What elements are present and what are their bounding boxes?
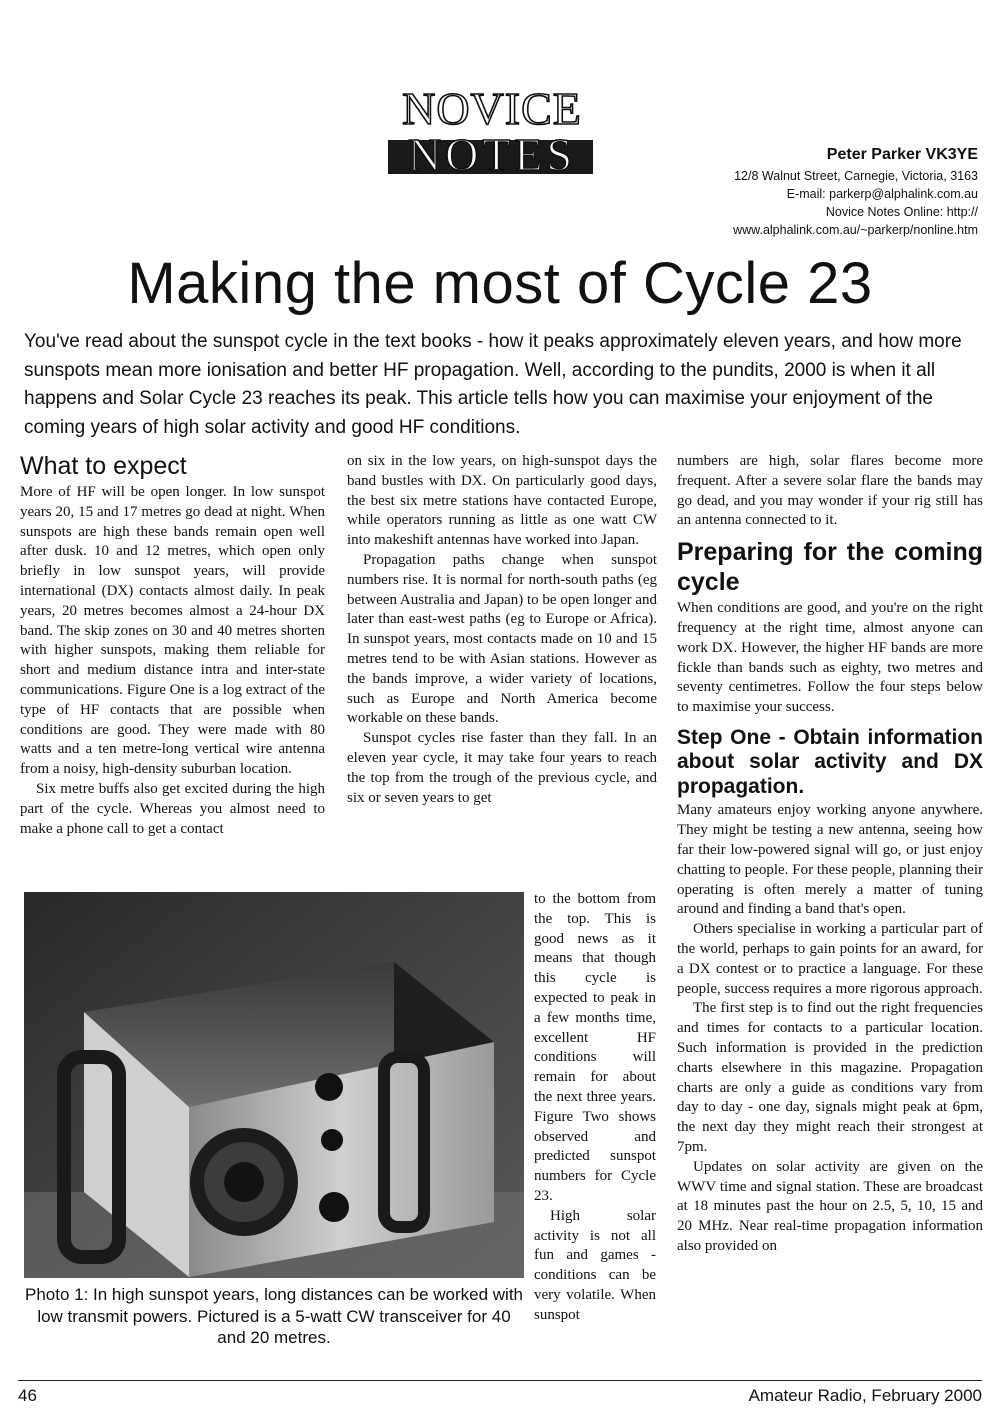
column-2-upper [347,452,657,808]
page-number: 46 [18,1386,37,1405]
publication-info: Amateur Radio, February 2000 [748,1386,982,1405]
col1-paragraph-2: Six metre buffs also get excited during the high part of the cycle. Whereas you almost need to make a phone call to get a contact [20,780,325,837]
col2-paragraph-3: Sunspot cycles rise faster than they fall. In an eleven year cycle, it may take four years to reach the top from the trough of the previous cycle, and six or seven years to get [347,730,657,806]
col2-paragraph-3-cont: to the bottom from the top. This is good news as it means that though this cycle is expected to peak in a few months time, excellent HF conditions will remain for about the next three years. Figure Two shows observed and predicted sunspot numbers for Cycle 23. [534,891,656,1204]
col2-paragraph-4: High solar activity is not all fun and games - conditions can be very volatile. When sunspot [534,1207,656,1323]
footer-rule [18,1380,982,1381]
author-block [733,146,978,239]
logo-line-2: NOTES [407,129,577,178]
author-email[interactable]: E-mail: parkerp@alphalink.com.au [786,187,978,201]
col3-paragraph-6: Updates on solar activity are given on the WWV time and signal station. These are broadcast at 18 minutes past the hour on 2.5, 5, 10, 15 and 20 MHz. Near real-time propagation information also provided on [677,1158,983,1254]
article-intro: You've read about the sunspot cycle in the text books - how it peaks approximately eleven years, and how more sunspots mean more ionisation and better HF propagation. Well, according to the pundits, 2000 is when it all happens and Solar Cycle 23 reaches its peak. This article tells how you can maximise your enjoyment of the coming years of high solar activity and good HF conditions. [24,331,962,438]
author-name: Peter Parker VK3YE [826,146,978,163]
author-address: 12/8 Walnut Street, Carnegie, Victoria, 3163 [734,169,978,183]
col3-paragraph-5: The first step is to find out the right frequencies and times for contacts to a particular location. Such information is provided in the prediction charts elsewhere in this magazine. Propagation charts are only a guide as conditions vary from day to day - one day, signals might peak at 6pm, the next day they might reach their strongest at 7pm. [677,1000,983,1156]
logo-line-1: NOVICE [402,83,582,134]
author-online-label: Novice Notes Online: http:// [825,205,978,219]
col2-paragraph-1: on six in the low years, on high-sunspot days the band bustles with DX. On particularly good days, the best six metre stations have contacted Europe, while operators running as little as one watt CW into makeshift antennas have worked into Japan. [347,453,657,549]
heading-what-to-expect: What to expect [20,452,187,480]
col1-paragraph-1: More of HF will be open longer. In low sunspot years 20, 15 and 17 metres go dead at night. When sunspots are high these bands remain open well after dusk. 10 and 12 metres, which open only briefly in low sunspot years, will provide international (DX) contacts almost daily. In peak years, 20 metres becomes almost a 24-hour DX band. The skip zones on 30 and 40 metres shorten with higher sunspots, making them reliable for short and medium distance intra and inter-state communications. Figure One is a log extract of the type of HF contacts that are possible when conditions are good. They were made with 80 watts and a ten metre-long vertical wire antenna from a noisy, high-density suburban location. [20,484,325,778]
col3-paragraph-1: numbers are high, solar flares become more frequent. After a severe solar flare the bands may go dead, and you may wonder if your rig still has an antenna connected to it. [677,453,983,529]
column-3 [677,452,983,1257]
article-title: Making the most of Cycle 23 [127,251,873,316]
col3-paragraph-4: Others specialise in working a particular part of the world, perhaps to gain points for an award, for a DX contest or to practice a language. For these people, success requires a more rigorous approach. [677,921,983,997]
col2-paragraph-2: Propagation paths change when sunspot numbers rise. It is normal for north-south paths (eg between Australia and Japan) to be open longer and later than east-west paths (eg to Europe or Africa). In sunspot years, most contacts made on 10 and 15 metres tend to be with Asian stations. However as the bands improve, a wider variety of locations, such as Europe and North America become workable on these bands. [347,551,657,727]
col3-paragraph-2: When conditions are good, and you're on the right frequency at the right time, almost anyone can work DX. However, the higher HF bands are more fickle than bands such as eighty, two metres and seventy centimetres. Follow the four steps below to maximise your success. [677,600,983,716]
column-2-lower [534,890,656,1326]
photo-caption: Photo 1: In high sunspot years, long distances can be worked with low transmit powers. Pictured is a 5-watt CW transceiver for 40 and 20 metres. [24,1285,524,1347]
novice-notes-logo [370,78,615,178]
col3-paragraph-3: Many amateurs enjoy working anyone anywhere. They might be testing a new antenna, seeing how far their low-powered signal will go, or just enjoy chatting to people. For these people, planning their operating is often merely a matter of tuning around and finding a band that's open. [677,802,983,918]
heading-step-one: Step One - Obtain information about solar activity and DX propagation. [677,725,983,798]
photo-transceiver [24,892,524,1278]
heading-preparing: Preparing for the coming cycle [677,538,983,597]
column-1 [20,452,325,839]
author-online-url[interactable]: www.alphalink.com.au/~parkerp/nonline.htm [733,223,978,237]
